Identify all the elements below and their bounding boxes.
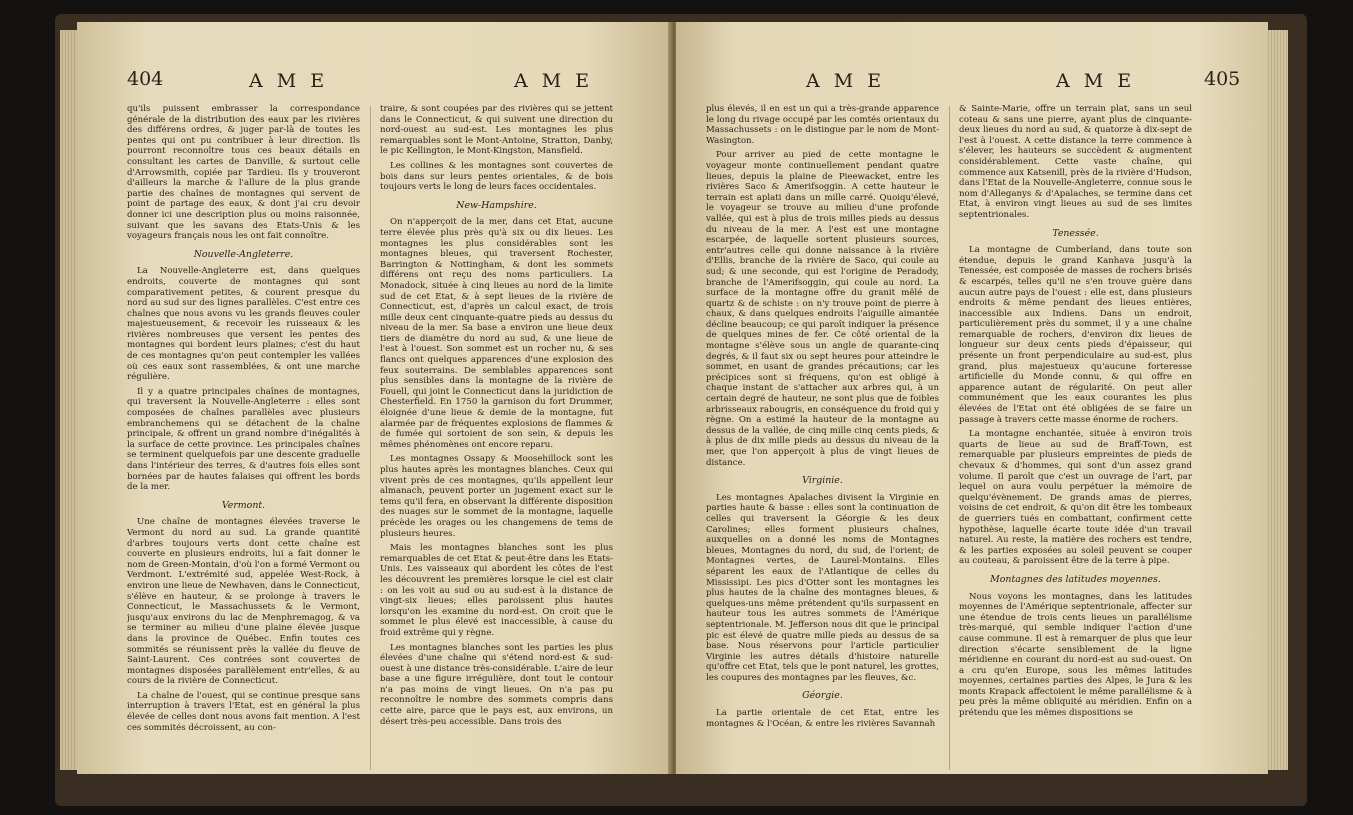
page-number-right: 405 [1204,68,1241,90]
left-page [77,22,673,774]
section-heading: Géorgie. [802,690,843,702]
paragraph: La montagne enchantée, située à environ trois quarts de lieue au sud de Braff-Town, est remarquable par plusieurs empreintes de pieds de chevaux & d'hommes, qui sont d'un assez grand volume. Il paroît que c'est un ouvrage de l'art, par lequel on aura voulu perpétuer la mémoire de quelqu'évènement. De grands amas de pierres, voisins de cet endroit, & qu'on dit être les tombeaux de guerriers tués en combattant, confirment cette hypothèse, laquelle écarte toute idée d'un travail naturel. Au reste, la matière des rochers est tendre, & les parties exposées au soleil peuvent se couper au couteau, & paroissent être de la terre à pipe. [959,429,1192,567]
paragraph: Les montagnes blanches sont les parties les plus élevées d'une chaîne qui s'étend nord-est & sud-ouest à une distance très-considérable. L'aire de leur base a une figure irrégulière, dont tout le contour n'a pas moins de vingt lieues. On n'a pas pu reconnoître le nombre des sommets compris dans cette aire, parce que le pays est, aux environs, un désert très-peu accessible. Dans trois des [380,642,613,727]
column-rule [370,106,371,770]
column-rule [949,106,950,770]
section-heading: Vermont. [221,499,266,511]
section-heading: Nouvelle-Angleterre. [193,248,294,260]
paragraph: La Nouvelle-Angleterre est, dans quelques endroits, couverte de montagnes qui sont comparativement petites, & courent presque du nord au sud sur des lignes parallèles. C'est entre ces chaînes que nous avons vu les grands fleuves couler majestueusement, & recevoir les ruisseaux & les rivières nombreuses que versent les pentes des montagnes qui bordent leurs plaines; c'est du haut de ces montagnes qu'on peut contempler les vallées où ces eaux sont rassemblées, & ont une marche régulière. [127,266,360,383]
paragraph: Les montagnes Apalaches divisent la Virginie en parties haute & basse : elles sont la continuation de celles qui traversent la Géorgie & les deux Carolines; elles forment plusieurs chaînes, auxquelles on a donné les noms de Montagnes bleues, Montagnes du nord, du sud, de l'orient; de Montagnes vertes, de Laurel-Montains. Elles séparent les eaux de l'Atlantique de celles du Mississipi. Les pics d'Otter sont les montagnes les plus hautes de la chaîne des montagnes bleues, & quelques-uns même prétendent qu'ils surpassent en hauteur tous les autres sommets de l'Amérique septentrionale. M. Jefferson nous dit que le principal pic est élevé de quatre mille pieds au dessus de sa base. Nous réservons pour l'article particulier Virginie les autres détails d'histoire naturelle qu'offre cet Etat, tels que le pont naturel, les grottes, les coupures des montagnes par les fleuves, &c. [706,492,939,683]
running-head-right-col1: A M E [806,70,886,92]
right-page [676,22,1268,774]
paragraph: Les montagnes Ossapy & Moosehillock sont les plus hautes après les montagnes blanches. Ceux qui vivent près de ces montagnes, qu'ils appellent leur almanach, peuvent porter un jugement exact sur le tems qu'il fera, en observant la différente disposition des nuages sur le sommet de la montagne, laquelle précède les orages ou les changemens de tems de plusieurs heures. [380,454,613,539]
section-heading: Tenessée. [1052,227,1099,239]
paragraph: & Sainte-Marie, offre un terrain plat, sans un seul coteau & sans une pierre, ayant plus de cinquante-deux lieues du nord au sud, & quatorze à dix-sept de l'est à l'ouest. A cette distance la terre commence à s'élever, les hauteurs se succèdent & augmentent considérablement. Cette vaste chaîne, qui commence aux Katsenill, près de la rivière d'Hudson, dans l'Etat de la Nouvelle-Angleterre, connue sous le nom d'Alleganys & d'Apalaches, se termine dans cet Etat, à environ vingt lieues au sud de ses limites septentrionales. [959,104,1192,220]
paragraph: Une chaîne de montagnes élevées traverse le Vermont du nord au sud. La grande quantité d'arbres toujours verts dont cette chaîne est couverte en plusieurs endroits, lui a fait donner le nom de Green-Montain, d'où l'on a formé Vermont ou Verdmont. L'extrémité sud, appelée West-Rock, à environ une lieue de Newhaven, dans le Connecticut, s'élève en hauteur, & se prolonge à travers le Connecticut, le Massachussets & le Vermont, jusqu'aux environs du lac de Menphremagog, & va se terminer au milieu d'une plaine élevée jusque dans la province de Québec. Enfin toutes ces sommités se réunissent près la vallée du fleuve de Saint-Laurent. Ces contrées sont couvertes de montagnes disposées parallèlement entr'elles, & au cours de la rivière de Connecticut. [127,517,360,687]
section-heading: Montagnes des latitudes moyennes. [990,573,1161,585]
left-page-column-1 [127,104,360,774]
paragraph: La chaîne de l'ouest, qui se continue presque sans interruption à travers l'Etat, est en général la plus élevée de celles dont nous avons fait mention. A l'est ces sommités décroissent, au con- [127,690,360,733]
paragraph: plus élevés, il en est un qui a très-grande apparence le long du rivage occupé par les comtés orientaux du Massachussets : on le distingue par le nom de Mont-Wasington. [706,104,939,146]
section-heading: Virginie. [802,475,843,487]
right-page-column-1 [706,104,939,774]
page-edges-right [1266,30,1288,770]
running-head-right-col2: A M E [1056,70,1136,92]
paragraph: Il y a quatre principales chaînes de montagnes, qui traversent la Nouvelle-Angleterre : elles sont composées de chaînes parallèles avec plusieurs embranchemens qui se détachent de la chaîne principale, & offrent un grand nombre d'inégalités à la surface de cette province. Les principales chaînes se terminent quelquefois par une descente graduelle dans l'intérieur des terres, & d'autres fois elles sont bornées par de hautes falaises qui offrent les bords de la mer. [127,386,360,493]
paragraph: Nous voyons les montagnes, dans les latitudes moyennes de l'Amérique septentrionale, affecter sur une étendue de trois cents lieues un parallélisme très-marqué, qui semble indiquer l'action d'une cause commune. Il est à remarquer de plus que leur direction s'écarte sensiblement de la ligne méridienne en courant du nord-est au sud-ouest. On a cru qu'en Europe, sous les mêmes latitudes moyennes, certaines parties des Alpes, le Jura & les monts Krapack affectoient le même parallélisme & à peu près la même obliquité au méridien. Enfin on a prétendu que les mêmes dispositions se [959,591,1192,719]
paragraph: La partie orientale de cet Etat, entre les montagnes & l'Océan, & entre les rivières Savannah [706,708,939,729]
running-head-left-col1: A M E [249,70,329,92]
paragraph: Les collines & les montagnes sont couvertes de bois dans sur leurs pentes orientales, & de bois toujours verts le long de leurs faces occidentales. [380,160,613,193]
paragraph: qu'ils puissent embrasser la correspondance générale de la distribution des eaux par les rivières des différens ordres, & juger par-là de toutes les pentes qui ont pu contribuer à leur direction. Ils pourront reconnoître tous ces beaux détails en consultant les cartes de Danville, & surtout celle d'Arrowsmith, copiée par Tardieu. Ils y trouveront d'ailleurs la marche & l'allure de la plus grande partie des chaînes de montagnes qui servent de point de partage des eaux, & dont j'ai cru devoir donner ici une description plus ou moins raisonnée, suivant que les savans des Etats-Unis & les voyageurs français nous les ont fait connoître. [127,104,360,242]
paragraph: Mais les montagnes blanches sont les plus remarquables de cet Etat & peut-être dans les Etats-Unis. Les vaisseaux qui abordent les côtes de l'est les découvrent les premières lorsque le ciel est clair : on les voit au sud ou au sud-est à la distance de vingt-six lieues; elles paroissent plus hautes lorsqu'on les examine du nord-est. On croit que le sommet le plus élevé est inaccessible, à cause du froid extrême qui y règne. [380,543,613,638]
paragraph: traire, & sont coupées par des rivières qui se jettent dans le Connecticut, & qui suivent une direction du nord-ouest au sud-est. Les montagnes les plus remarquables sont le Mont-Antoine, Stratton, Danby, le pic Kellington, le Mont-Kingston, Mansfield. [380,104,613,157]
running-head-left-col2: A M E [514,70,594,92]
section-heading: New-Hampshire. [456,199,537,211]
left-page-column-2 [380,104,613,774]
paragraph: La montagne de Cumberland, dans toute son étendue, depuis le grand Kanhava jusqu'à la Tenessée, est composée de masses de rochers brisés & escarpés, telles qu'il ne s'en trouve guère dans aucun autre pays de l'ouest : elle est, dans plusieurs endroits & même pendant des lieues entières, inaccessible aux Indiens. Dans un endroit, particulièrement près du sommet, il y a une chaîne remarquable de rochers, d'environ dix lieues de longueur sur deux cents pieds d'épaisseur, qui présente un front perpendiculaire au sud-est, plus grand, plus majestueux qu'aucune forteresse artificielle du Monde connu, & qui offre en apparence autant de régularité. On peut aller communément que les eaux courantes les plus élevées de l'Etat ont été obligées de se faire un passage à travers cette masse énorme de rochers. [959,245,1192,425]
page-number-left: 404 [127,68,164,90]
right-page-column-2 [959,104,1192,774]
paragraph: On n'apperçoit de la mer, dans cet Etat, aucune terre élevée plus près qu'à six ou dix lieues. Les montagnes les plus considérables sont les montagnes bleues, qui traversent Rochester, Barrington & Nottingham, & dont les sommets différens ont reçu des noms particuliers. La Monadock, située à cinq lieues au nord de la limite sud de cet Etat, & à sept lieues de la rivière de Connecticut, est, d'après un calcul exact, de trois mille deux cent cinquante-quatre pieds au dessus du niveau de la mer. Sa base a environ une lieue deux tiers de diamètre du nord au sud, & une lieue de l'est à l'ouest. Son sommet est un rocher nu, & ses flancs ont quelques apparences d'une explosion des feux souterrains. De semblables apparences sont plus sensibles dans la montagne de la rivière de Fouell, qui joint le Connecticut dans la juridiction de Chesterfield. En 1750 la garnison du fort Drummer, éloignée d'une lieue & demie de la montagne, fut alarmée par de fréquentes explosions de flammes & de fumée qui sortoient de son sein, & depuis les mêmes phénomènes ont encore reparu. [380,217,613,450]
paragraph: Pour arriver au pied de cette montagne le voyageur monte continuellement pendant quatre lieues, depuis la plaine de Pieewacket, entre les rivières Saco & Amerifsoggin. A cette hauteur le terrain est aplati dans un mille carré. Quoiqu'élevé, le voyageur se trouve au milieu d'une profonde vallée, qui est à plus de trois milles pieds au dessus du niveau de la mer. A l'est est une montagne escarpée, de laquelle sortent plusieurs sources, entr'autres celle qui donne naissance à la rivière d'Ellis, branche de la rivière de Saco, qui coule au sud; & une seconde, qui est l'origine de Peradody, branche de l'Amerifsoggin, qui coule au nord. La surface de la montagne offre du granit mêlé de quartz & de schiste : on n'y trouve point de pierre à chaux, & dans quelques endroits l'aiguille aimantée décline beaucoup; ce qui paroît indiquer la présence de quelques mines de fer. Ce côté oriental de la montagne s'élève sous un angle de quarante-cinq degrés, & il faut six ou sept heures pour atteindre le sommet, en usant de grandes précautions; car les précipices sont si fréquens, qu'on est obligé à chaque instant de s'attacher aux arbres qui, à un certain degré de hauteur, ne sont plus que de foibles arbrisseaux rabougris, en conséquence du froid qui y règne. On a estimé la hauteur de la montagne au dessus de la vallée, de cinq mille cinq cents pieds, & à plus de dix mille pieds au dessus du niveau de la mer, que l'on apperçoit à plus de vingt lieues de distance. [706,150,939,468]
